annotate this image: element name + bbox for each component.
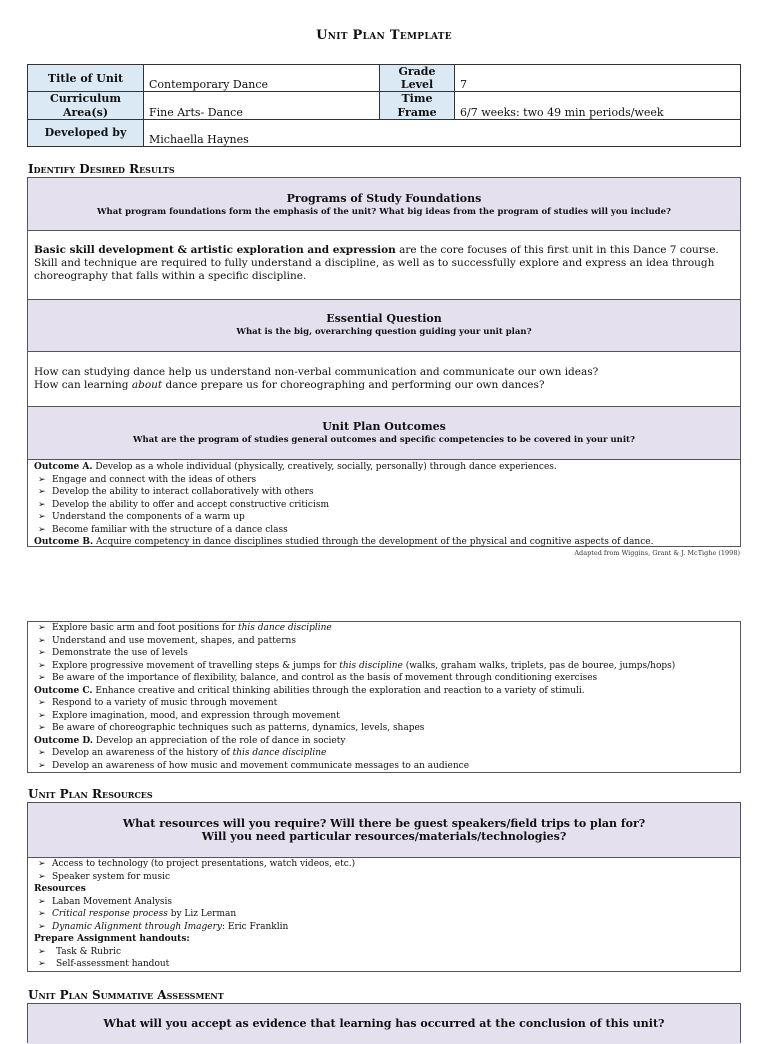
summative-question: What will you accept as evidence that learning has occurred at the conclusion of this unit? bbox=[103, 1017, 665, 1030]
developed-by-label: Developed by bbox=[28, 119, 144, 146]
eq-header bbox=[28, 300, 740, 352]
handout-item: ➢ Task & Rubric bbox=[34, 946, 734, 959]
outcome-b-item: ➢ Understand and use movement, shapes, and patterns bbox=[34, 635, 734, 648]
eq-subtitle: What is the big, overarching question guiding your unit plan? bbox=[236, 327, 532, 337]
outcomes-continued-body bbox=[28, 622, 740, 772]
technology-item: ➢ Access to technology (to project presentations, watch videos, etc.) bbox=[34, 858, 734, 871]
handout-item: ➢ Self-assessment handout bbox=[34, 958, 734, 971]
title-of-unit-value: Contemporary Dance bbox=[144, 65, 380, 92]
time-frame-value: 6/7 weeks: two 49 min periods/week bbox=[455, 92, 741, 119]
time-frame-label: Time Frame bbox=[380, 92, 455, 119]
outcome-b-item: ➢ Explore progressive movement of travelling steps & jumps for this discipline (walks, graham walks, triplets, pas de bouree, jumps/hops) bbox=[34, 660, 734, 673]
document-title: Unit Plan Template bbox=[316, 28, 452, 43]
outcomes-subtitle: What are the program of studies general outcomes and specific competencies to be covered in your unit? bbox=[133, 435, 635, 445]
eq-body bbox=[28, 352, 740, 407]
outcome-a: Outcome A. Develop as a whole individual (physically, creatively, socially, personally) through dance experiences. bbox=[34, 462, 557, 472]
outcomes-header bbox=[28, 407, 740, 460]
resource-item: ➢ Dynamic Alignment through Imagery: Eric Franklin bbox=[34, 921, 734, 934]
resources-body bbox=[28, 858, 740, 971]
essential-question-1: How can studying dance help us understand non-verbal communication and communicate our own ideas? bbox=[34, 366, 599, 378]
outcome-a-item: ➢ Become familiar with the structure of a dance class bbox=[34, 524, 734, 537]
identify-desired-results-heading: Identify Desired Results bbox=[28, 162, 175, 176]
title-of-unit-label: Title of Unit bbox=[28, 65, 144, 92]
pos-body-text: are the core focuses of this first unit in this Dance 7 course. Skill and technique are required to fully understand a discipline, as well as to successfully explore and express an idea through choreography that falls within a specific discipline. bbox=[34, 244, 719, 282]
essential-question-2: How can learning about dance prepare us for choreographing and performing our own dances? bbox=[34, 379, 545, 391]
outcome-d-item: ➢ Develop an awareness of how music and movement communicate messages to an audience bbox=[34, 760, 734, 773]
outcomes-title: Unit Plan Outcomes bbox=[322, 420, 446, 433]
outcome-d: Outcome D. Develop an appreciation of the role of dance in society bbox=[34, 735, 346, 746]
outcome-a-item: ➢ Develop the ability to offer and accept constructive criticism bbox=[34, 499, 734, 512]
outcome-b-item: ➢ Be aware of the importance of flexibility, balance, and control as the basis of movement through conditioning exercises bbox=[34, 672, 734, 685]
pos-title: Programs of Study Foundations bbox=[286, 192, 482, 205]
outcome-c-item: ➢ Respond to a variety of music through movement bbox=[34, 697, 734, 710]
outcome-d-item: ➢ Develop an awareness of the history of this dance discipline bbox=[34, 747, 734, 760]
unit-plan-resources-heading: Unit Plan Resources bbox=[28, 787, 153, 801]
resources-question-1: What resources will you require? Will there be guest speakers/field trips to plan for? bbox=[122, 817, 646, 830]
resource-item: ➢ Laban Movement Analysis bbox=[34, 896, 734, 909]
adapted-credit: Adapted from Wiggins, Grant & J. McTighe (1998) bbox=[574, 549, 740, 557]
technology-item: ➢ Speaker system for music bbox=[34, 871, 734, 884]
resources-question-2: Will you need particular resources/materials/technologies? bbox=[201, 830, 567, 843]
pos-subtitle: What program foundations form the emphasis of the unit? What big ideas from the program of studies will you include? bbox=[97, 207, 671, 217]
grade-level-value: 7 bbox=[455, 65, 741, 92]
curriculum-area-label: Curriculum Area(s) bbox=[28, 92, 144, 119]
outcome-a-item: ➢ Develop the ability to interact collaboratively with others bbox=[34, 486, 734, 499]
grade-level-label: Grade Level bbox=[380, 65, 455, 92]
outcome-b-item: ➢ Demonstrate the use of levels bbox=[34, 647, 734, 660]
resources-header bbox=[28, 803, 740, 858]
outcome-a-item: ➢ Engage and connect with the ideas of others bbox=[34, 474, 734, 487]
outcomes-continued-box bbox=[27, 621, 741, 773]
outcome-a-item: ➢ Understand the components of a warm up bbox=[34, 511, 734, 524]
developed-by-value: Michaella Haynes bbox=[144, 119, 741, 146]
outcome-c-item: ➢ Be aware of choreographic techniques such as patterns, dynamics, levels, shapes bbox=[34, 722, 734, 735]
pos-header bbox=[28, 178, 740, 231]
prepare-handouts-label: Prepare Assignment handouts: bbox=[34, 934, 190, 944]
pos-body bbox=[28, 231, 740, 300]
outcome-c-item: ➢ Explore imagination, mood, and expression through movement bbox=[34, 710, 734, 723]
curriculum-area-value: Fine Arts- Dance bbox=[144, 92, 380, 119]
unit-info-table bbox=[27, 64, 741, 147]
summative-header bbox=[28, 1004, 740, 1044]
desired-results-box bbox=[27, 177, 741, 547]
outcome-b-item: ➢ Explore basic arm and foot positions for this dance discipline bbox=[34, 622, 734, 635]
outcomes-body bbox=[28, 460, 740, 549]
summative-box bbox=[27, 1003, 741, 1043]
resource-item: ➢ Critical response process by Liz Lerman bbox=[34, 908, 734, 921]
summative-assessment-heading: Unit Plan Summative Assessment bbox=[28, 988, 224, 1002]
resources-box bbox=[27, 802, 741, 972]
eq-title: Essential Question bbox=[326, 312, 442, 325]
outcome-b: Outcome B. Acquire competency in dance disciplines studied through the development of the physical and cognitive aspects of dance. bbox=[34, 537, 654, 547]
resources-label: Resources bbox=[34, 884, 86, 894]
pos-body-bold: Basic skill development & artistic exploration and expression bbox=[34, 244, 396, 256]
outcome-c: Outcome C. Enhance creative and critical thinking abilities through the exploration and reaction to a variety of stimuli. bbox=[34, 685, 585, 696]
